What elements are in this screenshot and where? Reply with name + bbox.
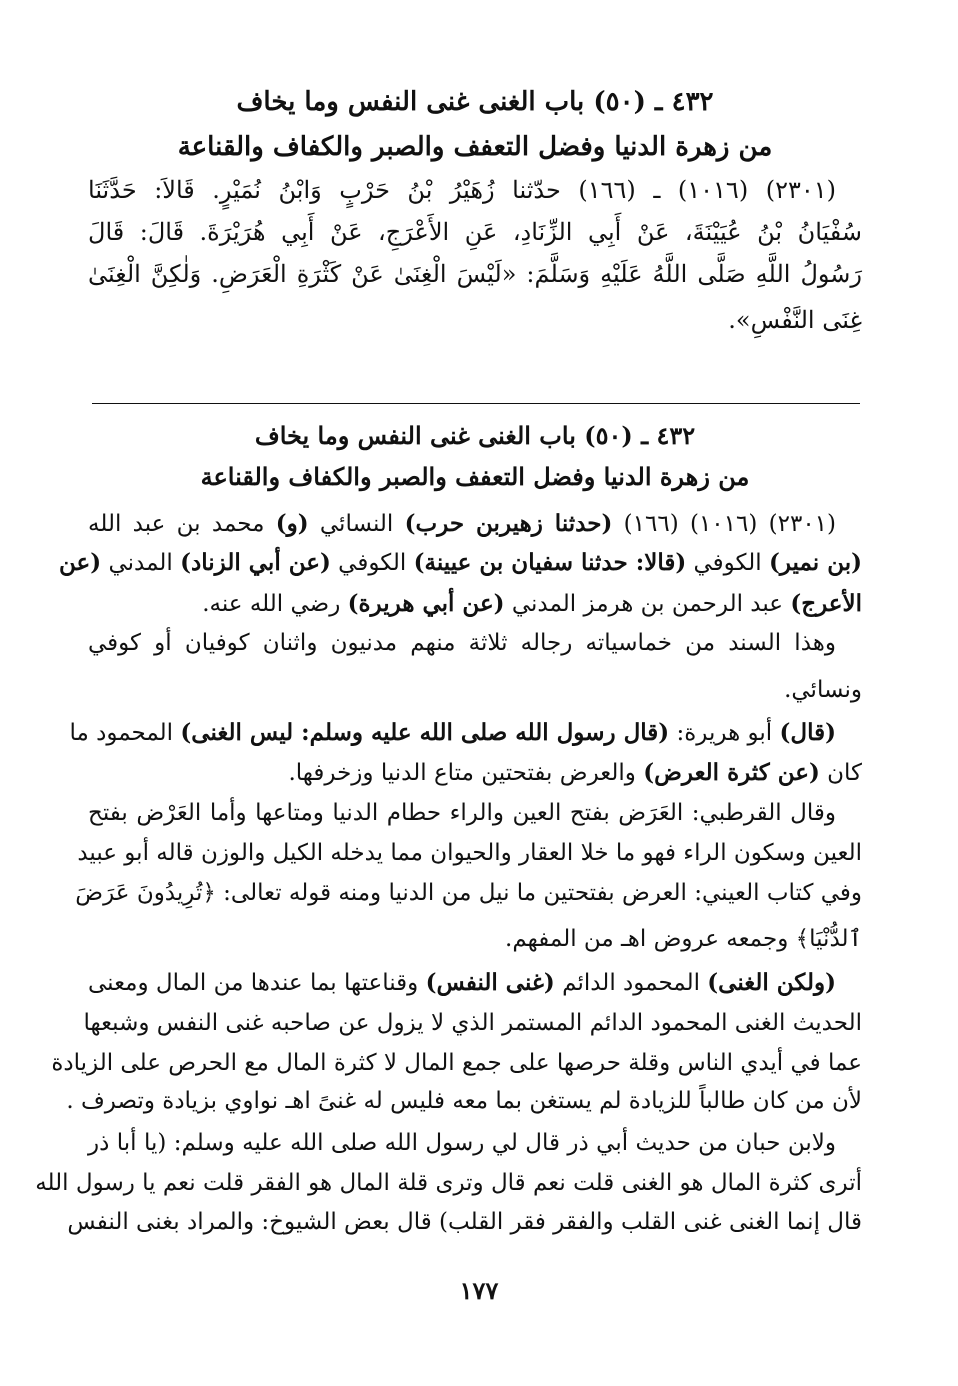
- commentary-text: قال إنما الغنى غنى القلب والفقر فقر القلب) قال بعض الشيوخ: والمراد بغنى النفس: [67, 1209, 862, 1235]
- commentary-text: ونسائي.: [784, 677, 862, 703]
- bold-quoted-text: (قالا: حدثنا سفيان بن عيينة): [413, 549, 687, 576]
- bold-quoted-text: (غنى النفس): [425, 969, 555, 996]
- bold-quoted-text: (بن نمير): [768, 549, 862, 576]
- commentary-text: وقال القرطبي: العَرَض بفتح العين والراء حطام الدنيا ومتاعها وأما العَرْض بفتح: [88, 800, 836, 826]
- commentary-text: وفي كتاب العيني: العرض بفتحتين ما نيل من الدنيا ومنه قوله تعالى: ﴿تُرِيدُونَ عَرَضَ: [75, 880, 862, 906]
- commentary-text: رضي الله عنه.: [202, 591, 348, 617]
- hadith-text-line: (٢٣٠١) (١٠١٦) ـ (١٦٦) حدّثنا زُهَيْرُ بْنُ حَرْبٍ وَابْنُ نُمَيْرٍ. قَالاَ: حَدَّثَنَا: [88, 176, 837, 204]
- commentary-text: ٱلدُّنْيَا﴾ وجمعه عروض اهـ من المفهم.: [505, 926, 862, 952]
- commentary-text-line: [83, 1007, 862, 1039]
- hadith-text-line: سُفْيَانُ بْنُ عُيَيْنَةَ، عَنْ أَبِي الزِّنَادِ، عَنِ الأَعْرَجِ، عَنْ أَبِي هُرَيْرَةَ. قَالَ: قَالَ: [88, 218, 862, 246]
- commentary-text-line: [67, 1206, 862, 1238]
- commentary-text: (٢٣٠١) (١٠١٦) (١٦٦): [612, 511, 837, 537]
- commentary-text: ولابن حبان من حديث أبي ذر قال لي رسول الله صلى الله عليه وسلم: (يا أبا ذر: [88, 1130, 836, 1156]
- commentary-text-line: [75, 877, 862, 909]
- commentary-text: أبو هريرة:: [669, 720, 780, 746]
- commentary-text-line: [88, 923, 862, 955]
- commentary-text-line: [88, 797, 862, 829]
- bold-quoted-text: (عن أبي الزناد): [180, 549, 331, 576]
- commentary-text: أترى كثرة المال هو الغنى قلت نعم قال وترى قلة المال هو الفقر قلت نعم يا رسول الله: [35, 1170, 862, 1196]
- bold-quoted-text: (حدثنا زهيربن حرب): [404, 510, 613, 537]
- bold-quoted-text: الأعرج): [790, 590, 862, 617]
- bold-quoted-text: (عن: [59, 549, 102, 576]
- commentary-text: المدني: [101, 550, 181, 576]
- commentary-text: محمد بن عبد الله: [88, 511, 276, 537]
- commentary-text: كان: [819, 760, 862, 786]
- commentary-text-line: [66, 1085, 862, 1117]
- commentary-text-line: [77, 837, 862, 869]
- commentary-text: الكوفي: [686, 550, 769, 576]
- commentary-text-line: [69, 717, 862, 749]
- commentary-text-line: [88, 757, 862, 789]
- commentary-text: العين وسكون الراء فهو ما خلا العقار والحيوان مما يدخله الكيل والوزن قاله أبو عبيد: [77, 840, 862, 866]
- hadith-text-line: رَسُولُ اللَّهِ صَلَّى اللَّهُ عَلَيْهِ وَسَلَّمَ: «لَيْسَ الْغِنَىٰ عَنْ كَثْرَةِ الْعَرَضِ. وَلٰكِنَّ الْغِنَىٰ: [88, 260, 862, 288]
- page-number: ١٧٧: [459, 1276, 499, 1305]
- commentary-text: عبد الرحمن بن هرمز المدني: [504, 591, 791, 617]
- commentary-text-line: [88, 588, 862, 620]
- bold-quoted-text: (و): [275, 510, 309, 537]
- sharh-chapter-title-line-2: من زهرة الدنيا وفضل التعفف والصبر والكفاف والقناعة: [200, 462, 750, 491]
- commentary-text: لأن من كان طالباً للزيادة لم يستغن بما معه فليس له غنىً اهـ نواوي بزيادة وتصرف .: [66, 1088, 862, 1114]
- commentary-text-line: [51, 1047, 862, 1079]
- matn-chapter-title-line-1: ٤٣٢ ـ (٥٠) باب الغنى غنى النفس وما يخاف: [236, 87, 714, 117]
- commentary-text-line: [59, 547, 862, 579]
- bold-quoted-text: (عن كثرة العرض): [643, 759, 820, 786]
- commentary-text-line: [35, 1167, 862, 1199]
- commentary-text-line: [88, 674, 862, 706]
- hadith-text-line: غِنَى النَّفْسِ».: [728, 306, 862, 334]
- commentary-text-line: [88, 1127, 862, 1159]
- commentary-text: والعرض بفتحتين متاع الدنيا وزخرفها.: [288, 760, 644, 786]
- bold-quoted-text: (قال رسول الله صلى الله عليه وسلم: ليس الغنى): [180, 719, 670, 746]
- commentary-text: وقناعتها بما عندها من المال ومعنى: [87, 970, 426, 996]
- commentary-text-line: [88, 967, 862, 999]
- commentary-text-line: [88, 508, 862, 540]
- sharh-chapter-title-line-1: ٤٣٢ ـ (٥٠) باب الغنى غنى النفس وما يخاف: [254, 421, 696, 450]
- commentary-text: المحمود ما: [69, 720, 181, 746]
- commentary-text: عما في أيدي الناس وقلة حرصها على جمع المال لا كثرة المال مع الحرص على الزيادة: [51, 1050, 862, 1076]
- separator-rule: [92, 403, 860, 404]
- bold-quoted-text: (ولكن الغنى): [707, 969, 836, 996]
- commentary-text: المحمود الدائم: [554, 970, 708, 996]
- commentary-text: النسائي: [308, 511, 405, 537]
- commentary-text: الكوفي: [330, 550, 414, 576]
- commentary-text-line: [88, 627, 862, 659]
- matn-chapter-title-line-2: من زهرة الدنيا وفضل التعفف والصبر والكفاف والقناعة: [177, 132, 773, 162]
- bold-quoted-text: (قال): [779, 719, 836, 746]
- commentary-text: الحديث الغنى المحمود الدائم المستمر الذي لا يزول عن صاحبه غنى النفس وشبعها: [83, 1010, 862, 1036]
- commentary-text: وهذا السند من خماسياته رجاله ثلاثة منهم مدنيون واثنان كوفيان أو كوفي: [88, 630, 836, 656]
- bold-quoted-text: (عن أبي هريرة): [347, 590, 505, 617]
